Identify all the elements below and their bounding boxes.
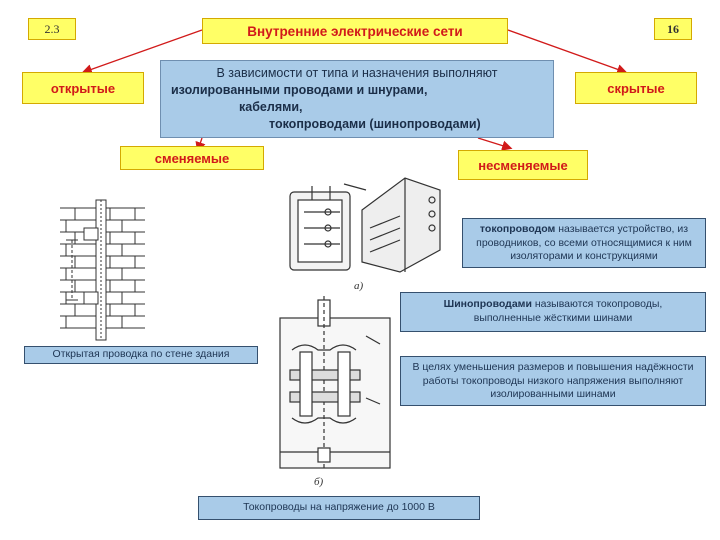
caption-busway: Токопроводы на напряжение до 1000 В [198, 496, 480, 520]
figure-label-a: а) [354, 280, 364, 292]
center-line-3: кабелями, [239, 99, 303, 114]
center-line-2: изолированными проводами и шнурами, [171, 82, 428, 97]
figure-label-b: б) [314, 476, 324, 488]
definition-busway [462, 218, 706, 268]
definition-shinoprovod [400, 292, 706, 332]
category-replaceable: сменяемые [120, 146, 264, 170]
slide-title: Внутренние электрические сети [202, 18, 508, 44]
junction-box-bottom [84, 292, 98, 304]
brick-wall-drawing [60, 200, 145, 340]
definition-shinoprovod-text: называются токопроводы, выполненные жёсткими шинами [473, 298, 663, 324]
slide-number-left: 2.3 [28, 18, 76, 40]
caption-open-wiring: Открытая проводка по стене здания [24, 346, 258, 364]
category-open: открытые [22, 72, 144, 104]
category-hidden: скрытые [575, 72, 697, 104]
center-description [160, 60, 554, 138]
center-line-1: В зависимости от типа и назначения выполняют [216, 66, 498, 80]
low-voltage-note: В целях уменьшения размеров и повышения надёжности работы токопроводы низкого напряжения выполняют изолированными шинами [400, 356, 706, 406]
arrow-to-non-replaceable [478, 138, 510, 148]
definition-busway-term: токопроводом [479, 223, 556, 235]
busway-drawing-a [290, 178, 440, 272]
slide-number-right: 16 [654, 18, 692, 40]
junction-box-top [84, 228, 98, 240]
center-line-4: токопроводами (шинопроводами) [269, 116, 481, 131]
definition-shinoprovod-term: Шинопроводами [443, 298, 532, 310]
busway-drawing-b [280, 296, 390, 470]
category-non-replaceable: несменяемые [458, 150, 588, 180]
definition-busway-text: называется устройство, из проводников, со всеми относящимися к ним изоляторами и конструкциями [476, 223, 692, 263]
